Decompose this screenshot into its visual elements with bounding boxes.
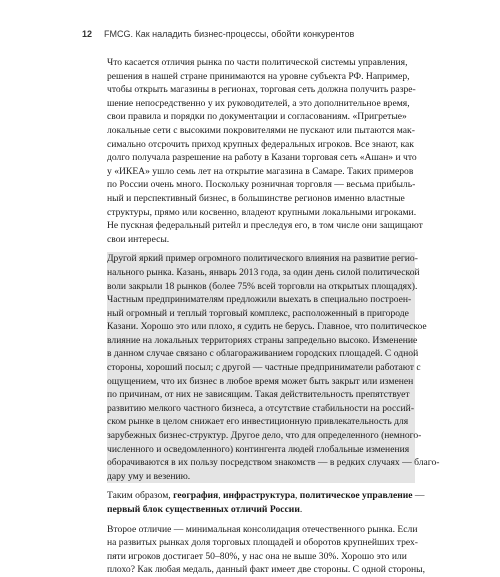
text-line: Казани. Хорошо это или плохо, я судить не берусь. Главное, что политическое bbox=[107, 321, 427, 333]
text-line: шение непосредственно у их руководителей, а это дополнительное время, bbox=[107, 97, 410, 109]
text-line: по России очень много. Поскольку розничная торговля — весьма прибыль- bbox=[107, 179, 416, 191]
text-run: . bbox=[299, 504, 303, 515]
text-line: Второе отличие — минимальная консолидация отечественного рынка. Если bbox=[107, 523, 418, 535]
running-header bbox=[82, 29, 354, 39]
text-run: Таким образом, bbox=[107, 490, 174, 502]
keyword-geography: география bbox=[173, 490, 219, 502]
text-line: оборачиваются в их пользу посредством знакомств — в редких случаях — благо- bbox=[107, 457, 440, 469]
text-line: ный огромный и теплый торговый комплекс, расположенный в пригороде bbox=[107, 307, 409, 319]
running-title: FMCG. Как наладить бизнес-процессы, обойти конкурентов bbox=[104, 29, 355, 39]
text-line: зарубежных бизнес-структур. Другое дело, что для определенного (немного- bbox=[107, 430, 422, 442]
text-line: дару уму и везению. bbox=[107, 470, 191, 482]
text-line: на развитых рынках доля торговых площадей и оборотов крупнейших трех- bbox=[107, 537, 418, 549]
text-run: — bbox=[412, 490, 425, 502]
paragraph-summary bbox=[107, 489, 425, 516]
text-line: в данном случае связано с облагораживанием городских площадей. С одной bbox=[107, 348, 419, 360]
text-line: Что касается отличия рынка по части политической системы управления, bbox=[107, 57, 408, 68]
text-line: Другой яркий пример огромного политического влияния на развитие регио- bbox=[107, 253, 418, 265]
text-line: нального рынка. Казань, январь 2013 года, за один день силой политической bbox=[107, 266, 420, 278]
text-line: локальные сети с высокими покровителями не пускают или пытаются мак- bbox=[107, 124, 415, 136]
keyword-political-management: политическое управление bbox=[299, 490, 413, 502]
text-run: , bbox=[295, 490, 300, 502]
text-line: ный и перспективный бизнес, в большинстве регионов именно властные bbox=[107, 192, 405, 204]
text-line: Частным предпринимателям предложили выехать в специально построен- bbox=[107, 294, 412, 306]
text-line: влияние на локальных территориях страны запредельно высоко. Изменение bbox=[107, 334, 418, 346]
text-line: решения в нашей стране принимаются на уровне субъекта РФ. Например, bbox=[107, 70, 410, 82]
text-line: воли закрыли 18 рынков (более 75% всей торговли на открытых площадях). bbox=[107, 280, 418, 292]
paragraph-kazan-example bbox=[107, 252, 440, 483]
text-line: ощущением, что их бизнес в любое время может быть закрыт или изменен bbox=[107, 375, 414, 387]
text-line: чтобы открыть магазины в регионах, торговая сеть должна получить разре- bbox=[107, 84, 416, 96]
text-line: развитию мелкого частного бизнеса, а отсутствие стабильности на россий- bbox=[107, 402, 415, 414]
text-line: плохо? Как любая медаль, данный факт имеет две стороны. С одной стороны, bbox=[107, 564, 426, 576]
text-line: по причинам, от них не зависящим. Такая действительность препятствует bbox=[107, 389, 410, 401]
text-line: ском рынке в целом снижает его инвестиционную привлекательность для bbox=[107, 416, 409, 428]
keyword-first-block: первый блок существенных отличий России bbox=[107, 504, 300, 515]
text-line: пяти игроков достигает 50–80%, у нас она не выше 30%. Хорошо это или bbox=[107, 550, 407, 562]
text-line: стороны, хороший посыл; с другой — частные предприниматели работают с bbox=[107, 362, 421, 374]
page-body bbox=[107, 56, 440, 577]
text-line: свои правила и порядки по документации и согласованиям. «Пригретые» bbox=[107, 111, 407, 123]
text-line: структуры, прямо или косвенно, владеют крупными локальными игроками. bbox=[107, 206, 417, 218]
text-line: долго получала разрешение на работу в Казани торговая сеть «Ашан» и что bbox=[107, 152, 417, 164]
summary-line bbox=[107, 503, 415, 517]
text-line: численного и осведомленного) контингента людей глобальные изменения bbox=[107, 443, 410, 455]
text-line: свои интересы. bbox=[107, 233, 170, 245]
page-number: 12 bbox=[82, 29, 93, 39]
paragraph-consolidation bbox=[107, 523, 426, 577]
text-line: Не пускная федеральный ритейл и преследуя его, в том числе они защищают bbox=[107, 220, 423, 232]
paragraph-political-system bbox=[107, 56, 423, 246]
summary-line bbox=[107, 489, 425, 503]
text-run: , bbox=[218, 490, 224, 502]
keyword-infrastructure: инфраструктура bbox=[223, 490, 295, 502]
text-line: у «ИКЕА» ушло семь лет на открытие магазина в Самаре. Таких примеров bbox=[107, 165, 414, 177]
text-line: симально отсрочить приход крупных федеральных игроков. Все знают, как bbox=[107, 138, 414, 150]
